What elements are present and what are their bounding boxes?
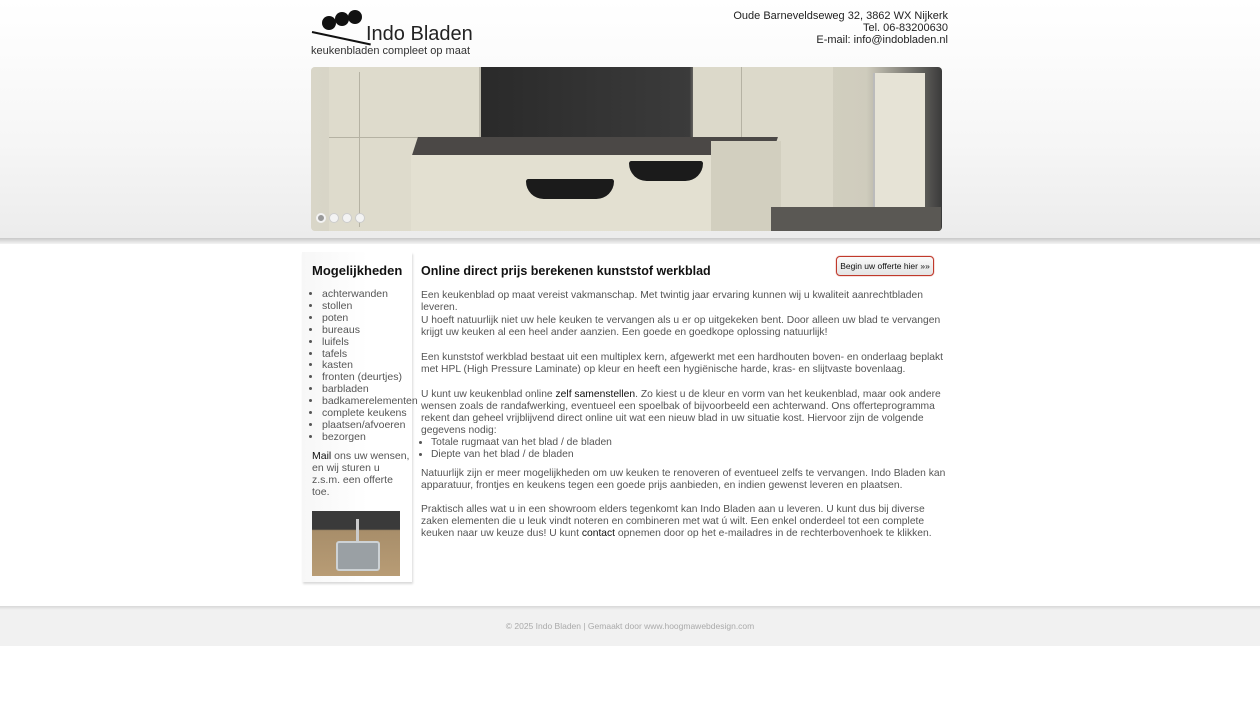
sink-photo — [312, 511, 400, 576]
contact-email[interactable]: E-mail: info@indobladen.nl — [816, 34, 948, 46]
start-offer-button[interactable]: Begin uw offerte hier »» — [836, 256, 934, 276]
sidebar-item[interactable]: • luifels — [322, 337, 418, 349]
mail-note-text: ons uw wensen, en wij sturen u z.s.m. een offerte toe. — [312, 450, 410, 498]
list-item: • Totale rugmaat van het blad / de bladen — [431, 437, 612, 449]
logo-stroke-icon — [312, 31, 371, 45]
sidebar-title: Mogelijkheden — [312, 263, 403, 278]
kitchen-shelf — [873, 73, 925, 223]
paragraph-2: U hoeft natuurlijk niet uw hele keuken te vervangen als u er op uitgekeken bent. Door alleen uw blad te vervangen krijgt uw keuken al een heel ander aanzien. Een goede en goedkope oplossing natuurlijk! — [421, 315, 941, 338]
contact-phone: Tel. 06-83200630 — [862, 22, 948, 34]
sidebar-item[interactable]: • tafels — [322, 349, 418, 361]
logo-circle-icon — [335, 12, 349, 26]
sidebar-item[interactable]: • bureaus — [322, 325, 418, 337]
paragraph-4-text: U kunt uw keukenblad online — [421, 389, 556, 400]
paragraph-1: Een keukenblad op maat vereist vakmanschap. Met twintig jaar ervaring kunnen wij u kwaliteit aanrechtbladen leveren. — [421, 290, 923, 313]
image-slider[interactable] — [311, 67, 942, 231]
logo-tagline: keukenbladen compleet op maat — [311, 45, 470, 57]
logo-circle-icon — [348, 10, 362, 24]
requirements-list — [421, 437, 612, 461]
contact-link[interactable]: contact — [581, 527, 616, 539]
sidebar-item[interactable]: • poten — [322, 313, 418, 325]
logo-name: Indo Bladen — [366, 23, 473, 45]
sidebar-menu — [312, 289, 418, 444]
paragraph-4-text-end: . Zo kiest u de kleur en vorm van het keukenblad, maar ook andere wensen zoals de randafwerking, eventueel een spoelbak of bijvoorbeeld een achterwand. Ons offerteprogramma rekent dan geheel vrijblijvend direct online uit wat een nieuw blad in uw situatie kost. Hiervoor zijn de volgende gegevens nodig: — [421, 389, 941, 436]
logo-circle-icon — [322, 16, 336, 30]
sidebar-item[interactable]: • bezorgen — [322, 432, 418, 444]
sink-basin — [336, 541, 380, 571]
sink-tap — [356, 519, 359, 541]
sidebar — [302, 252, 418, 582]
slider-dot[interactable] — [342, 213, 352, 223]
sidebar-item[interactable]: • kasten — [322, 360, 418, 372]
mail-note — [312, 450, 410, 498]
list-item: • Diepte van het blad / de bladen — [431, 449, 612, 461]
sidebar-item[interactable]: • complete keukens — [322, 408, 418, 420]
kitchen-floor — [771, 207, 941, 231]
slider-dot[interactable] — [329, 213, 339, 223]
sidebar-item[interactable]: • badkamerelementen — [322, 396, 418, 408]
sidebar-item[interactable]: • fronten (deurtjes) — [322, 372, 418, 384]
paragraph-4 — [421, 389, 951, 437]
kitchen-stool — [629, 161, 703, 181]
configure-link[interactable]: zelf samenstellen — [555, 389, 636, 400]
paragraph-3: Een kunststof werkblad bestaat uit een multiplex kern, afgewerkt met een hardhouten boven- en onderlaag beplakt met HPL (High Pressure Laminate) op kleur en heeft een hygiënische harde, kras- en slijtvaste bovenlaag. — [421, 352, 944, 375]
footer — [0, 610, 1260, 646]
page-title: Online direct prijs berekenen kunststof werkblad — [421, 264, 711, 278]
slider-dot[interactable] — [355, 213, 365, 223]
contact-address: Oude Barneveldseweg 32, 3862 WX Nijkerk — [733, 10, 948, 22]
kitchen-stool — [526, 179, 614, 199]
paragraph-6-text-end: opnemen door op het e-mailadres in de rechterbovenhoek te klikken. — [615, 527, 932, 539]
sidebar-item[interactable]: • stollen — [322, 301, 418, 313]
sidebar-item[interactable]: • achterwanden — [322, 289, 418, 301]
header-divider — [0, 238, 1260, 244]
paragraph-6 — [421, 504, 951, 540]
sidebar-item[interactable]: • barbladen — [322, 384, 418, 396]
slider-dot[interactable] — [316, 213, 326, 223]
footer-text: © 2025 Indo Bladen | Gemaakt door www.hoogmawebdesign.com — [505, 621, 755, 631]
mail-link[interactable]: Mail — [312, 450, 332, 462]
paragraph-6-text: Praktisch alles wat u in een showroom elders tegenkomt kan Indo Bladen aan u leveren. U kunt dus bij diverse zaken elementen die u leuk vindt noteren en combineren met wat ú wilt. Een enkel onderdeel tot een complete keuken naar uw keuze dus! U kunt — [421, 504, 925, 539]
paragraph-5: Natuurlijk zijn er meer mogelijkheden om uw keuken te renoveren of eventueel zelfs te vervangen. Indo Bladen kan apparatuur, frontjes en keukens tegen een goede prijs aanbieden, en indien gewenst leveren en plaatsen. — [421, 468, 946, 491]
logo[interactable] — [310, 8, 473, 62]
contact-info — [733, 10, 948, 46]
slider-dots — [316, 213, 365, 223]
sidebar-item[interactable]: • plaatsen/afvoeren — [322, 420, 418, 432]
